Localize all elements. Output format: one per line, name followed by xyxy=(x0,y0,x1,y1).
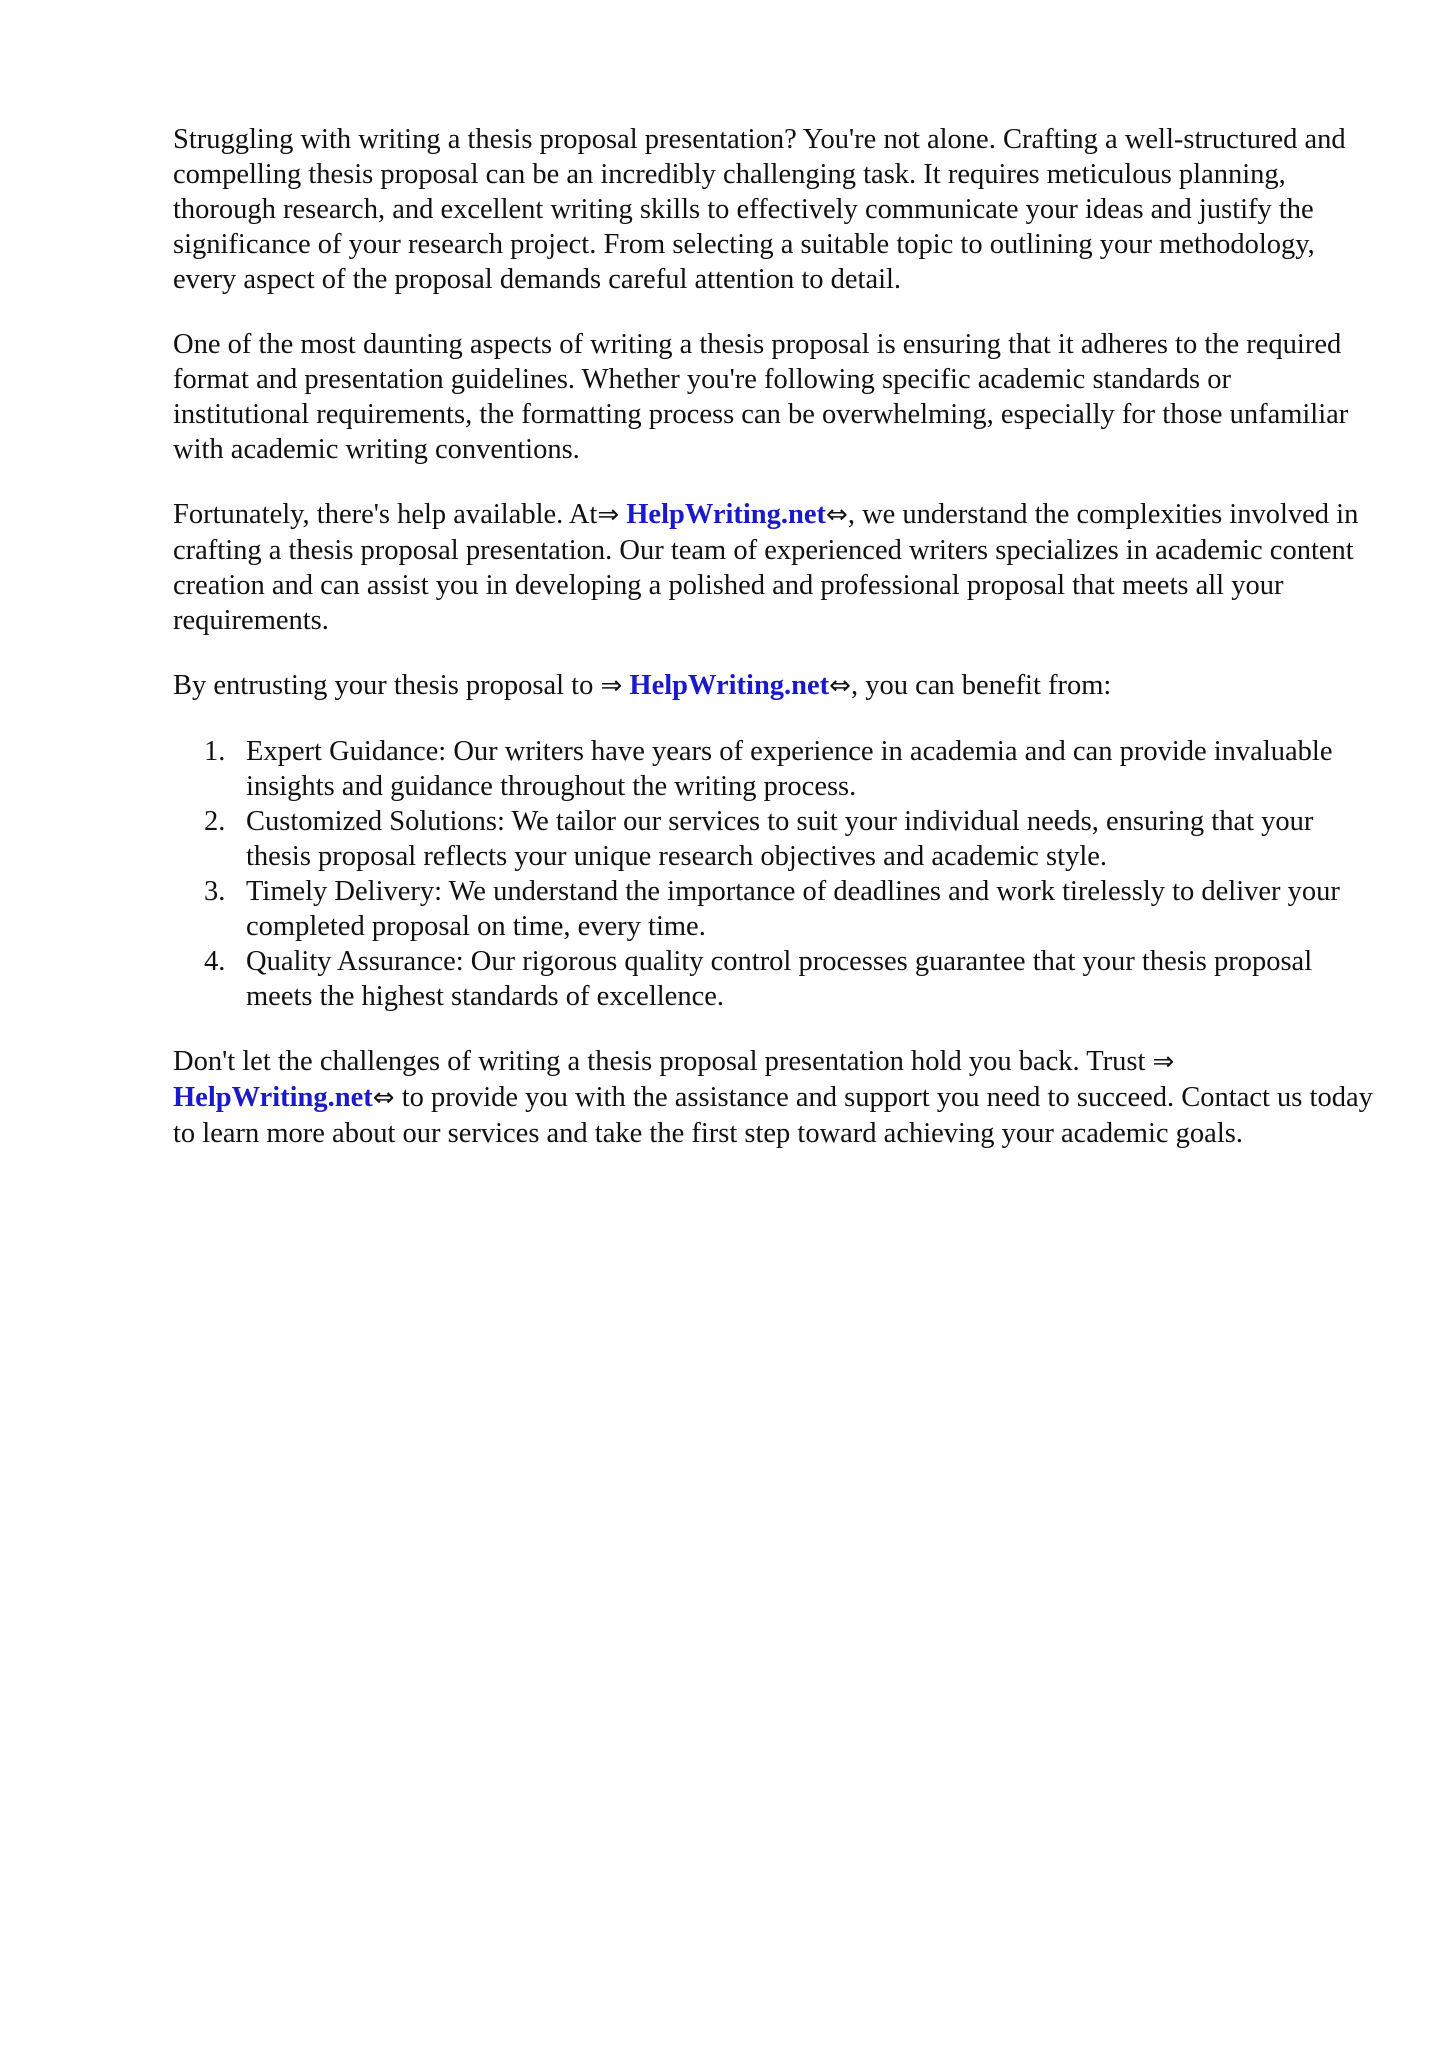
intro-paragraph xyxy=(173,122,1373,297)
entrust-text-after-link: , you can benefit from: xyxy=(850,670,1112,701)
list-item-number: 3. xyxy=(204,876,226,907)
help-text-after-link: , we understand the complexities involved in crafting a thesis proposal presentation. Our team of experienced writers specializes in academic content creation and can assist you in developing a polished and professional proposal that meets all your requirements. xyxy=(173,499,1359,636)
double-arrow-icon: ⇔ xyxy=(826,500,848,530)
right-arrow-icon: ⇒ xyxy=(597,500,620,530)
list-item-text: Customized Solutions: We tailor our services to suit your individual needs, ensuring that your thesis proposal reflects your unique research objectives and academic style. xyxy=(246,806,1314,872)
list-item-number: 4. xyxy=(204,946,226,977)
help-text-before-link: Fortunately, there's help available. At xyxy=(173,499,598,530)
closing-text-before-link: Don't let the challenges of writing a thesis proposal presentation hold you back. Trust xyxy=(173,1046,1153,1077)
entrust-paragraph xyxy=(173,668,1373,704)
list-item xyxy=(173,734,1373,804)
helpwriting-link[interactable]: HelpWriting.net xyxy=(626,499,827,530)
double-arrow-icon: ⇔ xyxy=(829,671,851,701)
entrust-text-before-link: By entrusting your thesis proposal to xyxy=(173,670,601,701)
closing-text-after-link: to provide you with the assistance and support you need to succeed. Contact us today to learn more about our services and take the first step toward achieving your academic goals. xyxy=(173,1082,1373,1149)
list-item xyxy=(173,944,1373,1014)
list-item-text: Expert Guidance: Our writers have years of experience in academia and can provide invaluable insights and guidance throughout the writing process. xyxy=(246,736,1333,802)
helpwriting-link[interactable]: HelpWriting.net xyxy=(173,1082,373,1113)
benefits-list xyxy=(173,734,1373,1014)
closing-paragraph xyxy=(173,1044,1373,1151)
list-item xyxy=(173,804,1373,874)
list-item-number: 1. xyxy=(204,736,226,767)
list-item-text: Quality Assurance: Our rigorous quality control processes guarantee that your thesis proposal meets the highest standards of excellence. xyxy=(246,946,1313,1012)
list-item-text: Timely Delivery: We understand the importance of deadlines and work tirelessly to deliver your completed proposal on time, every time. xyxy=(246,876,1340,942)
document-page xyxy=(173,122,1373,1181)
right-arrow-icon: ⇒ xyxy=(600,671,623,701)
format-text: One of the most daunting aspects of writing a thesis proposal is ensuring that it adheres to the required format and presentation guidelines. Whether you're following specific academic standards or institutional requirements, the formatting process can be overwhelming, especially for those unfamiliar with academic writing conventions. xyxy=(173,329,1349,465)
format-paragraph xyxy=(173,327,1373,467)
helpwriting-link[interactable]: HelpWriting.net xyxy=(629,670,830,701)
list-item-number: 2. xyxy=(204,806,226,837)
intro-text: Struggling with writing a thesis proposal presentation? You're not alone. Crafting a well-structured and compelling thesis proposal can be an incredibly challenging task. It requires meticulous planning, thorough research, and excellent writing skills to effectively communicate your ideas and justify the significance of your research project. From selecting a suitable topic to outlining your methodology, every aspect of the proposal demands careful attention to detail. xyxy=(173,124,1346,295)
double-arrow-icon: ⇔ xyxy=(372,1083,395,1113)
right-arrow-icon: ⇒ xyxy=(1152,1047,1175,1077)
list-item xyxy=(173,874,1373,944)
help-paragraph xyxy=(173,497,1373,638)
